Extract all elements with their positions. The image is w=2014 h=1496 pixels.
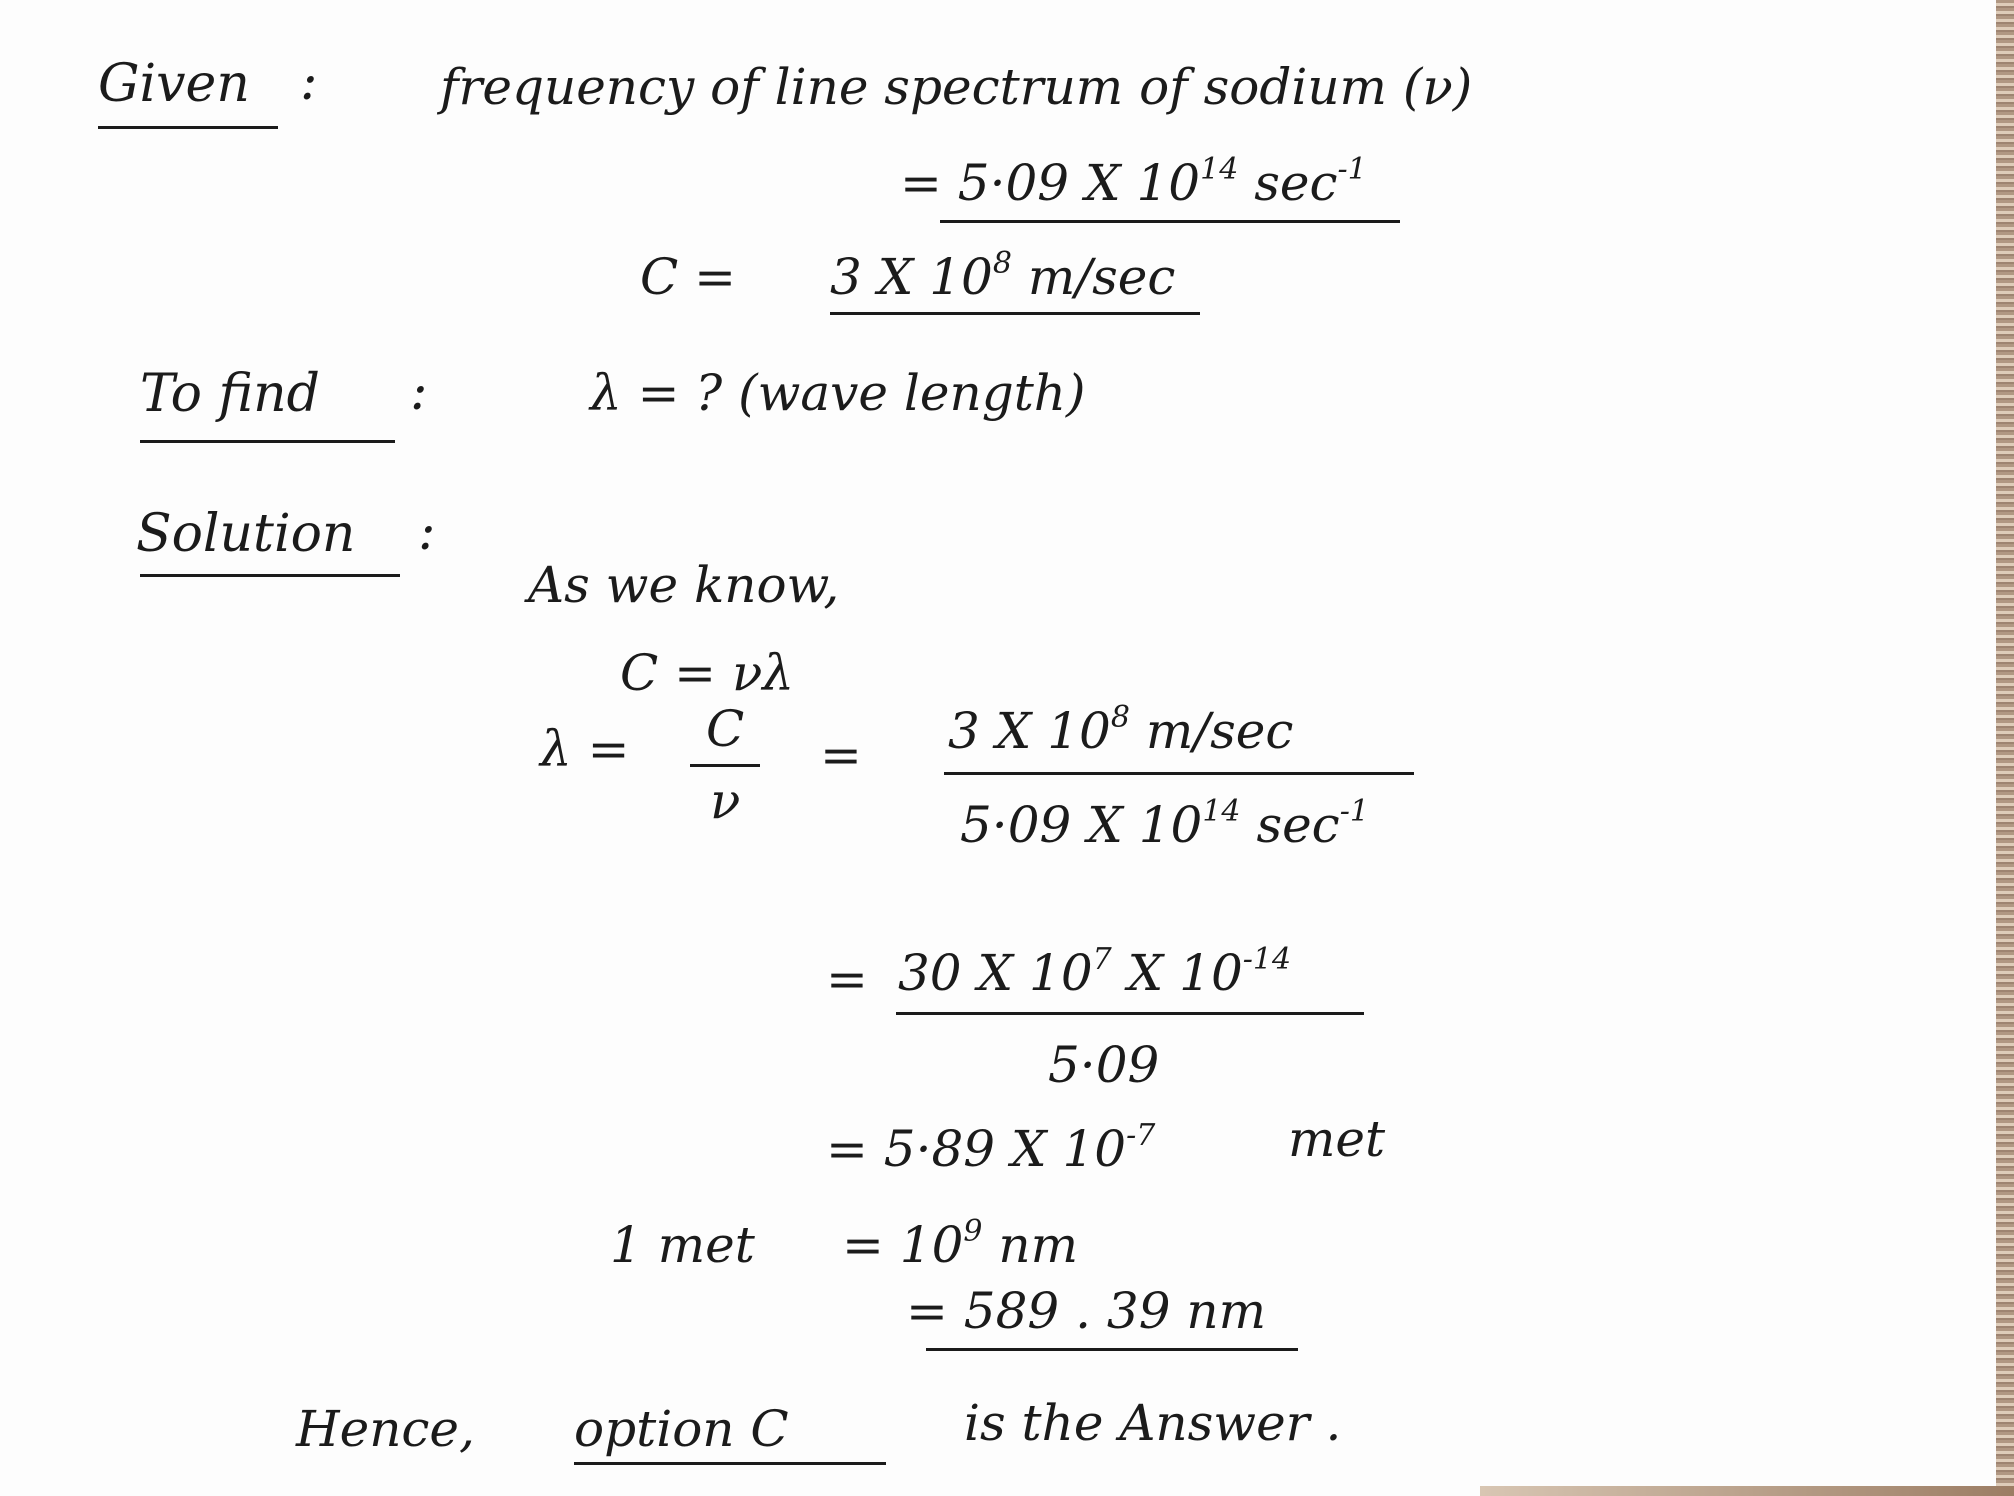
equals-sign-2: = <box>826 950 868 1008</box>
conversion-lhs: 1 met <box>610 1216 755 1274</box>
numerator-2: 30 X $10^7$ X $10^{-14}$ <box>898 942 1292 1002</box>
conversion-rhs: = $10^9$ nm <box>842 1214 1079 1274</box>
to-find-expression: λ = ? (wave length) <box>590 364 1086 422</box>
to-find-underline <box>140 440 395 443</box>
speed-of-light-underline <box>830 312 1200 315</box>
denominator-2: 5·09 <box>1048 1036 1160 1094</box>
wave-formula: C = νλ <box>620 644 795 702</box>
equals-sign-1: = <box>820 726 862 784</box>
frequency-underline <box>940 220 1400 223</box>
final-answer: = 589 . 39 nm <box>906 1282 1267 1340</box>
numerator-1: 3 X $10^8$ m/sec <box>948 700 1294 760</box>
hence-text: Hence, <box>296 1400 475 1458</box>
solution-colon: : <box>418 502 436 562</box>
option-c-text: option C <box>574 1400 789 1458</box>
frequency-value: = 5·09 X $10^{14}$ $\sec^{-1}$ <box>900 152 1367 212</box>
paper-edge-right <box>1996 0 2014 1496</box>
given-label: Given <box>98 54 250 114</box>
paper-edge-bottom <box>1480 1486 2014 1496</box>
solution-underline <box>140 574 400 577</box>
is-the-answer-text: is the Answer . <box>964 1394 1342 1452</box>
fraction-bar-2 <box>896 1012 1364 1015</box>
given-underline <box>98 126 278 129</box>
to-find-colon: : <box>410 362 428 422</box>
solution-label: Solution <box>136 504 356 564</box>
fraction-bar-1 <box>944 772 1414 775</box>
given-colon: : <box>300 52 318 112</box>
given-description: frequency of line spectrum of sodium (ν) <box>440 58 1473 116</box>
speed-of-light-label: C = <box>640 248 737 306</box>
speed-of-light-value: 3 X $10^8$ m/sec <box>830 246 1176 306</box>
final-answer-underline <box>926 1348 1298 1351</box>
c-over-nu-bar <box>690 764 760 767</box>
as-we-know-text: As we know, <box>528 556 840 614</box>
fraction-c-numerator: C <box>706 700 745 758</box>
fraction-nu-denominator: ν <box>710 772 741 830</box>
lambda-equals: λ = <box>540 720 630 778</box>
result-unit: met <box>1288 1110 1386 1168</box>
option-c-underline <box>574 1462 886 1465</box>
to-find-label: To find <box>140 364 320 424</box>
denominator-1: 5·09 X $10^{14}$ $\sec^{-1}$ <box>960 794 1369 854</box>
result-meters: = 5·89 X $10^{-7}$ <box>826 1118 1156 1178</box>
